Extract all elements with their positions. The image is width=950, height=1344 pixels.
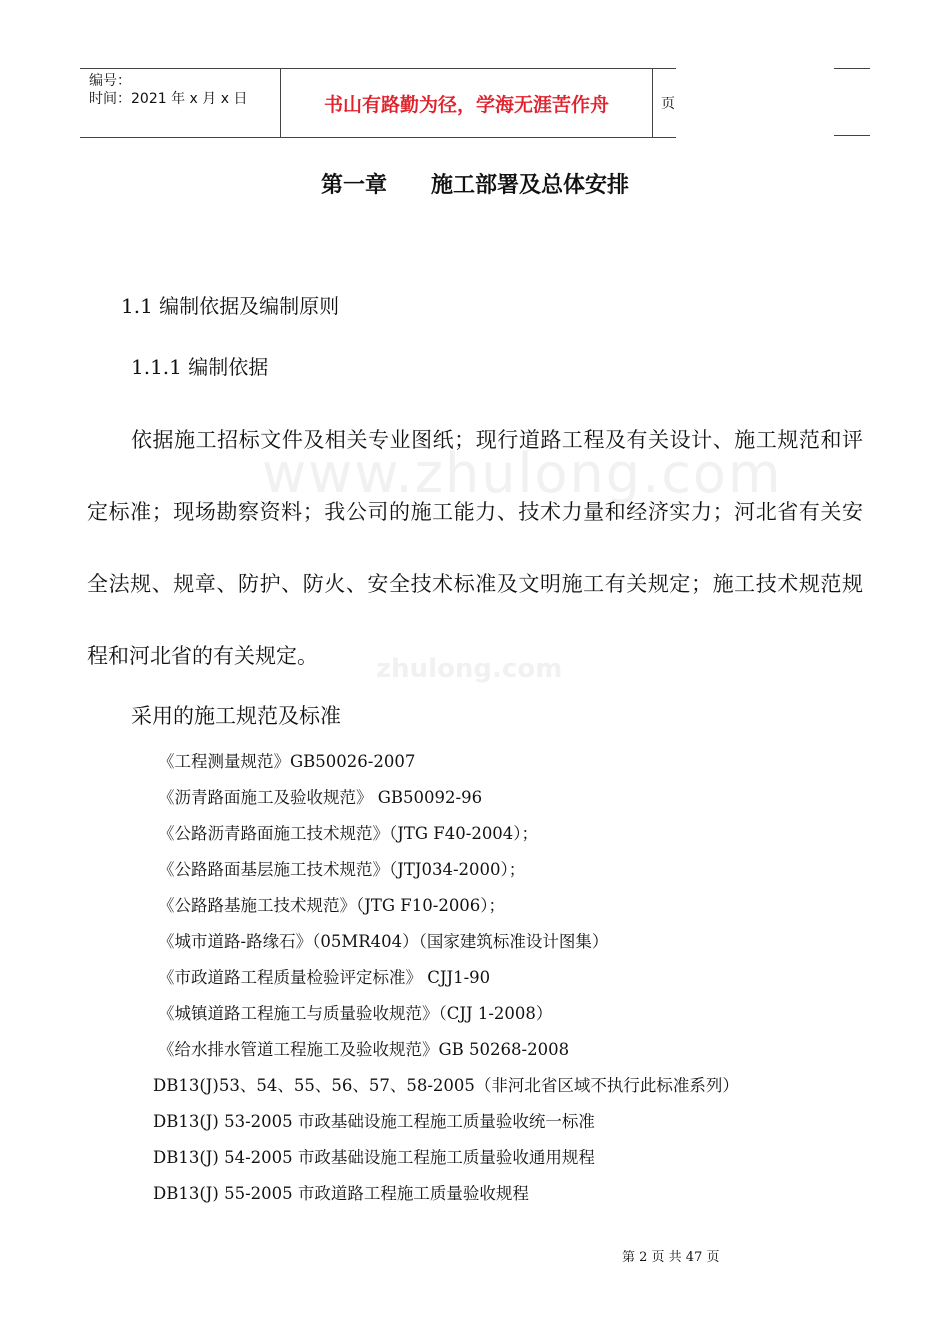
standard-item: DB13(J) 55-2005 市政道路工程施工质量验收规程 — [153, 1184, 529, 1203]
standard-item: DB13(J) 53-2005 市政基础设施工程施工质量验收统一标准 — [153, 1112, 595, 1131]
subsection-heading: 1.1.1 编制依据 — [131, 355, 269, 379]
standard-item: DB13(J) 54-2005 市政基础设施工程施工质量验收通用规程 — [153, 1148, 595, 1167]
page-footer: 第 2 页 共 47 页 — [622, 1250, 720, 1265]
watermark-url: www.zhulong.com — [262, 442, 783, 505]
section-heading: 1.1 编制依据及编制原则 — [121, 294, 340, 318]
standard-item: 《城市道路-路缘石》（05MR404）（国家建筑标准设计图集） — [158, 932, 609, 951]
page-label: 页 — [661, 96, 675, 112]
standard-item: 《城镇道路工程施工与质量验收规范》（CJJ 1-2008） — [158, 1004, 553, 1023]
standard-item: 《公路路基施工技术规范》（JTG F10-2006）； — [158, 896, 506, 915]
standards-title: 采用的施工规范及标准 — [131, 704, 341, 728]
header-motto-cell — [281, 69, 653, 137]
chapter-title: 第一章 施工部署及总体安排 — [320, 173, 629, 198]
standard-item: 《沥青路面施工及验收规范》 GB50092-96 — [158, 788, 483, 807]
watermark-logo-text: zhulong.com — [376, 654, 563, 684]
standard-item: 《公路路面基层施工技术规范》（JTJ034-2000）； — [158, 860, 526, 879]
header-info-cell — [80, 69, 281, 137]
standard-item: DB13(J)53、54、55、56、57、58-2005（非河北省区域不执行此标准系列） — [153, 1076, 739, 1095]
header-side-rule-top — [834, 68, 870, 69]
basis-paragraph: 依据施工招标文件及相关专业图纸；现行道路工程及有关设计、施工规范和评定标准；现场勘察资料；我公司的施工能力、技术力量和经济实力；河北省有关安全法规、规章、防护、防火、安全技术标准及文明施工有关规定；施工技术规范规程和河北省的有关规定。 — [87, 428, 863, 668]
standard-item: 《给水排水管道工程施工及验收规范》GB 50268-2008 — [158, 1040, 570, 1059]
number-label: 编号： — [89, 73, 131, 89]
time-label: 时间：2021 年 x 月 x 日 — [89, 91, 248, 107]
header-table — [80, 68, 676, 138]
standard-item: 《市政道路工程质量检验评定标准》 CJJ1-90 — [158, 968, 491, 987]
motto-text: 书山有路勤为径，学海无涯苦作舟 — [323, 93, 609, 116]
header-side-rule-bottom — [834, 135, 870, 136]
standard-item: 《工程测量规范》GB50026-2007 — [158, 752, 416, 771]
header-page-cell — [653, 69, 676, 137]
standard-item: 《公路沥青路面施工技术规范》（JTG F40-2004）； — [158, 824, 539, 843]
